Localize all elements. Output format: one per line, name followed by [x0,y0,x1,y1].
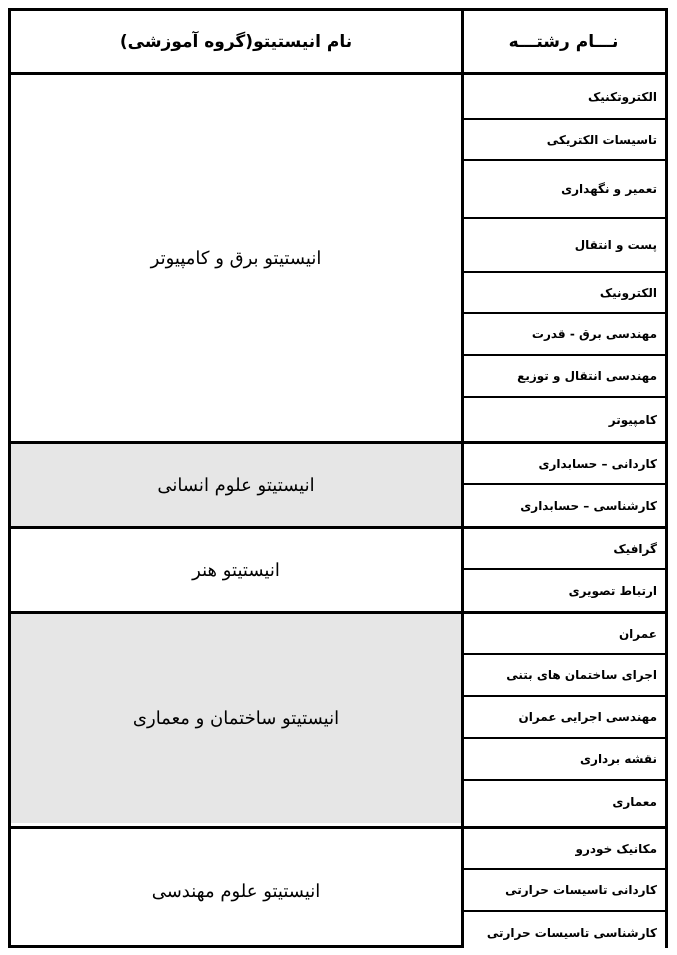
major-name-cell: ارتباط تصویری [464,568,665,611]
institute-group [11,441,665,526]
major-name-cell: کارشناسی – حسابداری [464,483,665,526]
major-name-cell: تاسیسات الکتریکی [464,118,665,159]
major-name-cell: الکترونیک [464,271,665,312]
institute-group [11,75,665,441]
major-name-cell: الکتروتکنیک [464,75,665,118]
institute-name-cell: انیستیتو علوم مهندسی [151,880,321,902]
institute-name-cell: انیستیتو علوم انسانی [157,474,315,496]
column-divider [461,11,464,945]
major-name-cell: پست و انتقال [464,217,665,271]
major-name-cell: مهندسی اجرایی عمران [464,695,665,737]
institute-name-cell: انیستیتو ساختمان و معماری [132,708,340,729]
major-name-cell: نقشه برداری [464,737,665,779]
major-name-cell: کارشناسی تاسیسات حرارتی [464,910,665,953]
major-name-cell: معماری [464,779,665,823]
institute-group [11,826,665,953]
table-header-row [11,11,665,75]
major-name-cell: تعمیر و نگهداری [464,159,665,217]
header-institute-name: نام انیستیتو(گروه آموزشی) [119,31,353,52]
institute-group [11,611,665,823]
institute-group [11,526,665,611]
header-major-name: نـــام رشتـــه [508,31,619,52]
major-name-cell: کاردانی – حسابداری [464,444,665,483]
major-name-cell: مهندسی انتقال و توزیع [464,354,665,396]
institute-name-cell: انیستیتو هنر [192,559,280,581]
major-name-cell: کامپیوتر [464,396,665,441]
major-name-cell: مهندسی برق - قدرت [464,312,665,354]
major-name-cell: کاردانی تاسیسات حرارتی [464,868,665,910]
institutes-table [8,8,668,948]
institute-name-cell: انیستیتو برق و کامپیوتر [150,247,322,269]
major-name-cell: عمران [464,614,665,653]
major-name-cell: مکانیک خودرو [464,829,665,868]
major-name-cell: گرافیک [464,529,665,568]
major-name-cell: اجرای ساختمان های بتنی [464,653,665,695]
